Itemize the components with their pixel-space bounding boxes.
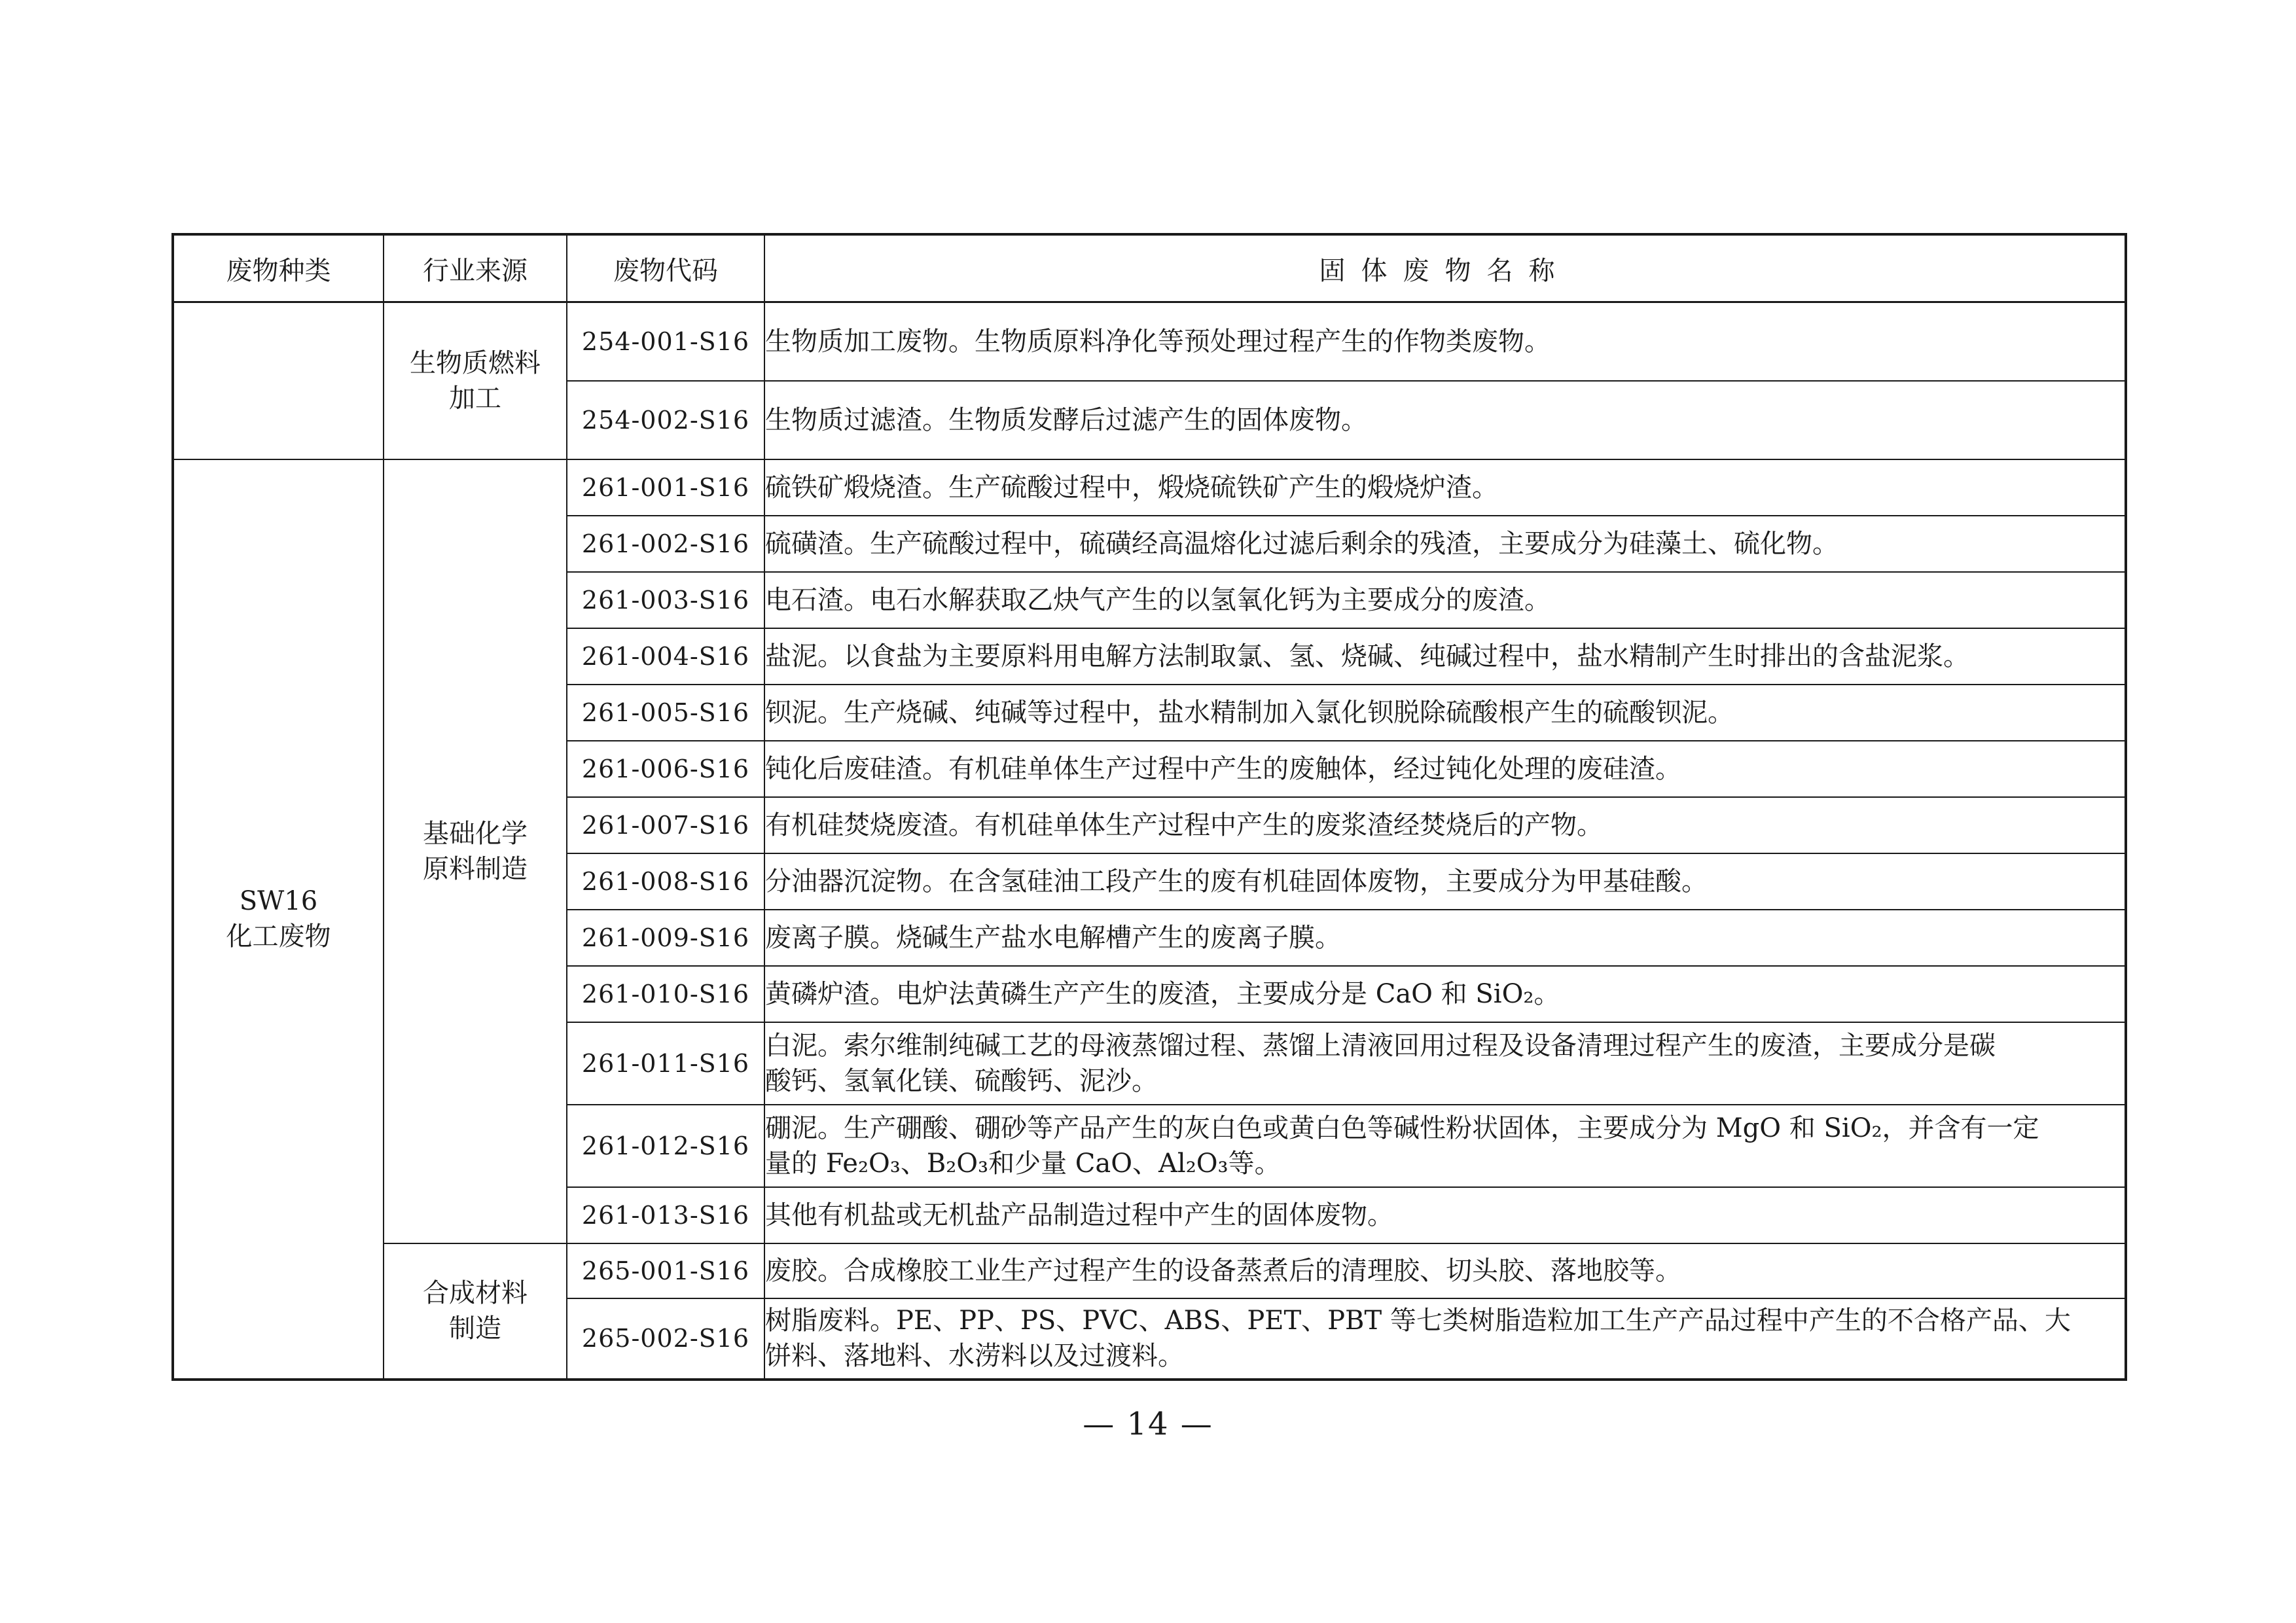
waste-code: 261-005-S16	[567, 685, 764, 741]
waste-description: 黄磷炉渣。电炉法黄磷生产产生的废渣，主要成分是 CaO 和 SiO₂。	[764, 966, 2126, 1022]
waste-description: 废胶。合成橡胶工业生产过程产生的设备蒸煮后的清理胶、切头胶、落地胶等。	[764, 1243, 2126, 1298]
industry-cell-biomass	[384, 302, 567, 459]
waste-code: 261-004-S16	[567, 628, 764, 685]
header-row	[173, 234, 2126, 302]
waste-description: 电石渣。电石水解获取乙炔气产生的以氢氧化钙为主要成分的废渣。	[764, 572, 2126, 628]
waste-description: 有机硅焚烧废渣。有机硅单体生产过程中产生的废浆渣经焚烧后的产物。	[764, 797, 2126, 853]
category-cell-sw16	[173, 459, 384, 1380]
waste-description: 废离子膜。烧碱生产盐水电解槽产生的废离子膜。	[764, 910, 2126, 966]
category-label: 化工废物	[226, 921, 331, 952]
waste-code: 261-001-S16	[567, 459, 764, 516]
industry-cell-synthetic-materials	[384, 1243, 567, 1380]
industry-cell-basic-chemicals	[384, 459, 567, 1243]
table-row	[173, 1243, 2126, 1298]
industry-label: 制造	[449, 1313, 501, 1344]
waste-description: 生物质加工废物。生物质原料净化等预处理过程产生的作物类废物。	[764, 302, 2126, 381]
waste-description: 硼泥。生产硼酸、硼砂等产品产生的灰白色或黄白色等碱性粉状固体，主要成分为 MgO 和 SiO₂，并含有一定 量的 Fe₂O₃、B₂O₃和少量 CaO、Al₂O₃等。	[764, 1105, 2126, 1187]
waste-description: 硫磺渣。生产硫酸过程中，硫磺经高温熔化过滤后剩余的残渣，主要成分为硅藻土、硫化物。	[764, 516, 2126, 572]
waste-catalog-table	[171, 233, 2127, 1381]
waste-code: 261-002-S16	[567, 516, 764, 572]
waste-description: 盐泥。以食盐为主要原料用电解方法制取氯、氢、烧碱、纯碱过程中，盐水精制产生时排出的含盐泥浆。	[764, 628, 2126, 685]
industry-label: 基础化学	[423, 818, 528, 849]
table-row	[173, 459, 2126, 516]
waste-code: 261-008-S16	[567, 853, 764, 910]
waste-code: 265-001-S16	[567, 1243, 764, 1298]
waste-code: 261-009-S16	[567, 910, 764, 966]
waste-code: 254-002-S16	[567, 381, 764, 459]
waste-code: 261-006-S16	[567, 741, 764, 797]
waste-description: 生物质过滤渣。生物质发酵后过滤产生的固体废物。	[764, 381, 2126, 459]
waste-description: 其他有机盐或无机盐产品制造过程中产生的固体废物。	[764, 1187, 2126, 1243]
header-waste-category: 废物种类	[173, 234, 384, 302]
waste-description: 白泥。索尔维制纯碱工艺的母液蒸馏过程、蒸馏上清液回用过程及设备清理过程产生的废渣，主要成分是碳 酸钙、氢氧化镁、硫酸钙、泥沙。	[764, 1022, 2126, 1105]
waste-code: 265-002-S16	[567, 1298, 764, 1380]
header-solid-waste-name: 固体废物名称	[764, 234, 2126, 302]
waste-code: 261-013-S16	[567, 1187, 764, 1243]
page-number: — 14 —	[1083, 1406, 1213, 1442]
header-waste-code: 废物代码	[567, 234, 764, 302]
waste-code: 261-010-S16	[567, 966, 764, 1022]
waste-description: 树脂废料。PE、PP、PS、PVC、ABS、PET、PBT 等七类树脂造粒加工生产产品过程中产生的不合格产品、大 饼料、落地料、水涝料以及过渡料。	[764, 1298, 2126, 1380]
waste-code: 261-011-S16	[567, 1022, 764, 1105]
waste-code: 254-001-S16	[567, 302, 764, 381]
waste-description: 钡泥。生产烧碱、纯碱等过程中，盐水精制加入氯化钡脱除硫酸根产生的硫酸钡泥。	[764, 685, 2126, 741]
waste-code: 261-012-S16	[567, 1105, 764, 1187]
industry-label: 合成材料	[423, 1278, 528, 1308]
waste-description: 钝化后废硅渣。有机硅单体生产过程中产生的废触体，经过钝化处理的废硅渣。	[764, 741, 2126, 797]
industry-label: 加工	[449, 383, 501, 414]
waste-code: 261-007-S16	[567, 797, 764, 853]
waste-description: 硫铁矿煅烧渣。生产硫酸过程中，煅烧硫铁矿产生的煅烧炉渣。	[764, 459, 2126, 516]
header-industry-source: 行业来源	[384, 234, 567, 302]
table-row	[173, 302, 2126, 381]
waste-description: 分油器沉淀物。在含氢硅油工段产生的废有机硅固体废物，主要成分为甲基硅酸。	[764, 853, 2126, 910]
waste-code: 261-003-S16	[567, 572, 764, 628]
industry-label: 原料制造	[423, 853, 528, 884]
category-cell-empty	[173, 302, 384, 459]
industry-label: 生物质燃料	[410, 348, 541, 378]
category-code: SW16	[239, 886, 318, 916]
